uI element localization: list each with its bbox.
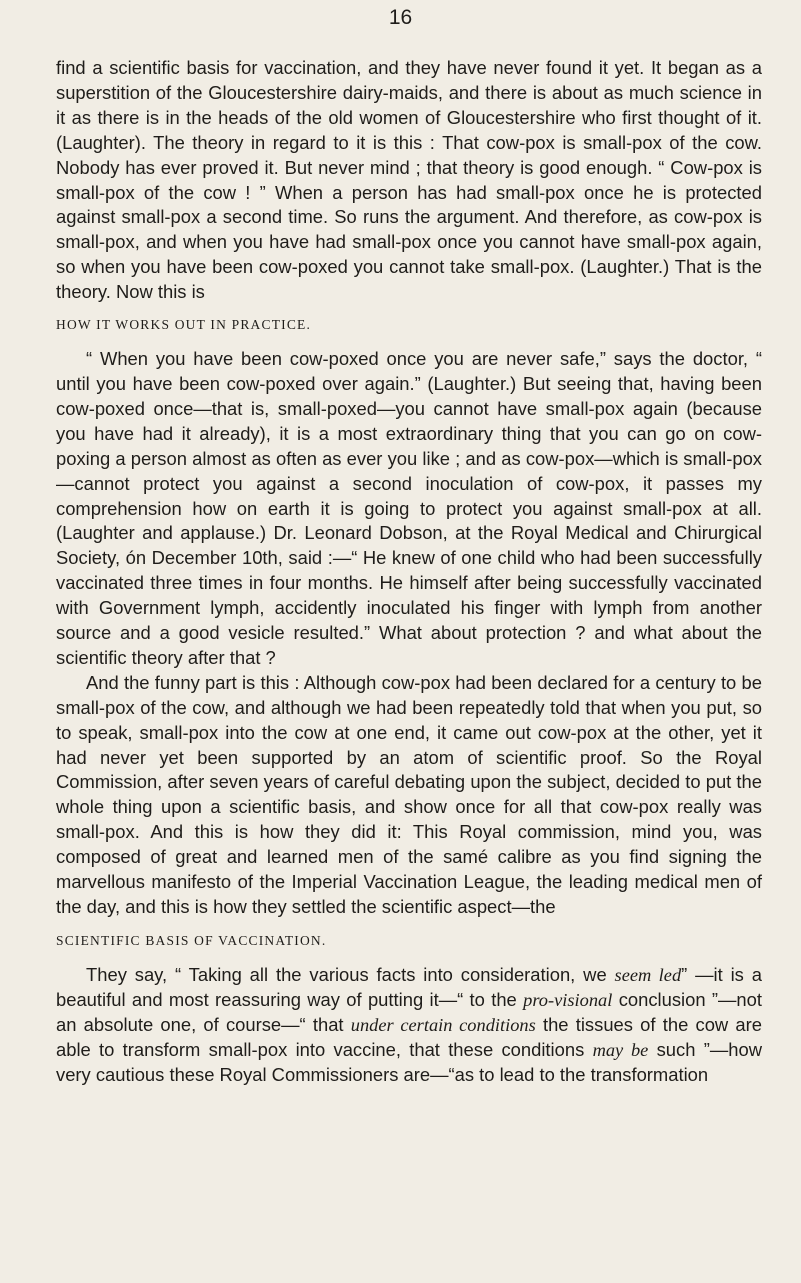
section-heading: SCIENTIFIC BASIS OF VACCINATION. (56, 932, 327, 948)
paragraph (56, 963, 762, 1088)
italic-text: seem led (614, 964, 682, 985)
paragraph-text: And the funny part is this : Although cow-pox had been declared for a century to be small-pox of the cow, and although we had been repeatedly told that when you put, so to speak, small-pox into the cow at one end, it came out cow-pox at the other, yet it had never yet been supported by an atom of scientific proof. So the Royal Commission, after seven years of careful debating upon the subject, decided to put the whole thing upon a scientific basis, and show once for all that cow-pox really was small-pox. And this is how they did it: This Royal commission, mind you, was composed of great and learned men of the samé calibre as you find signing the marvellous manifesto of the Imperial Vaccination League, the leading medical men of the day, and this is how they settled the scientific aspect—the (56, 671, 762, 917)
paragraph-text: They say, “ Taking all the various facts into consideration, we (86, 963, 615, 985)
section-heading: HOW IT WORKS OUT IN PRACTICE. (56, 317, 312, 333)
paragraph-text: such ”—how very cautious these Royal Commissioners are—“as to lead to the transformation (56, 1038, 762, 1085)
paragraph (56, 56, 762, 305)
italic-text: may be (592, 1039, 649, 1060)
italic-text: pro-visional (523, 989, 613, 1010)
page-number: 16 (388, 6, 413, 29)
paragraph-text: ” —it is a beautiful and most reassuring way of putting it—“ to the (56, 963, 762, 1010)
paragraph-text: conclusion ”—not an absolute one, of course—“ that (56, 988, 762, 1035)
paragraph-text: find a scientific basis for vaccination, and they have never found it yet. It began as a superstition of the Gloucestershire dairy-maids, and there is about as much science in it as there is in the heads of the old women of Gloucestershire who first thought of it. (Laughter). The theory in regard to it is this : That cow-pox is small-pox of the cow. Nobody has ever proved it. But never mind ; that theory is good enough. “ Cow-pox is small-pox of the cow ! ” When a person has had small-pox once he is protected against small-pox a second time. So runs the argument. And therefore, as cow-pox is small-pox, and when you have had small-pox once you cannot have small-pox again, so when you have been cow-poxed you cannot take small-pox. (Laughter.) That is the theory. Now this is (56, 57, 762, 303)
page-body (56, 56, 762, 1087)
italic-text: under certain conditions (350, 1014, 536, 1035)
paragraph (56, 347, 762, 671)
paragraph-text: the tissues of the cow are able to transform small-pox into vaccine, that these conditions (56, 1013, 762, 1060)
paragraph (56, 671, 762, 920)
paragraph-text: “ When you have been cow-poxed once you are never safe,” says the doctor, “ until you have been cow-poxed over again.” (Laughter.) But seeing that, having been cow-poxed once—that is, small-poxed—you cannot have small-pox again (because you have had it already), it is a most extraordinary thing that you can go on cow-poxing a person almost as often as ever you like ; and as cow-pox—which is small-pox—cannot protect you against a second inoculation of cow-pox, it passes my comprehension how on earth it is going to protect you against small-pox at all. (Laughter and applause.) Dr. Leonard Dobson, at the Royal Medical and Chirurgical Society, ón December 10th, said :—“ He knew of one child who had been successfully vaccinated three times in four months. He himself after being successfully vaccinated with Government lymph, accidently inoculated his finger with lymph from another source and a good vesicle resulted.” What about protection ? and what about the scientific theory after that ? (56, 348, 762, 668)
